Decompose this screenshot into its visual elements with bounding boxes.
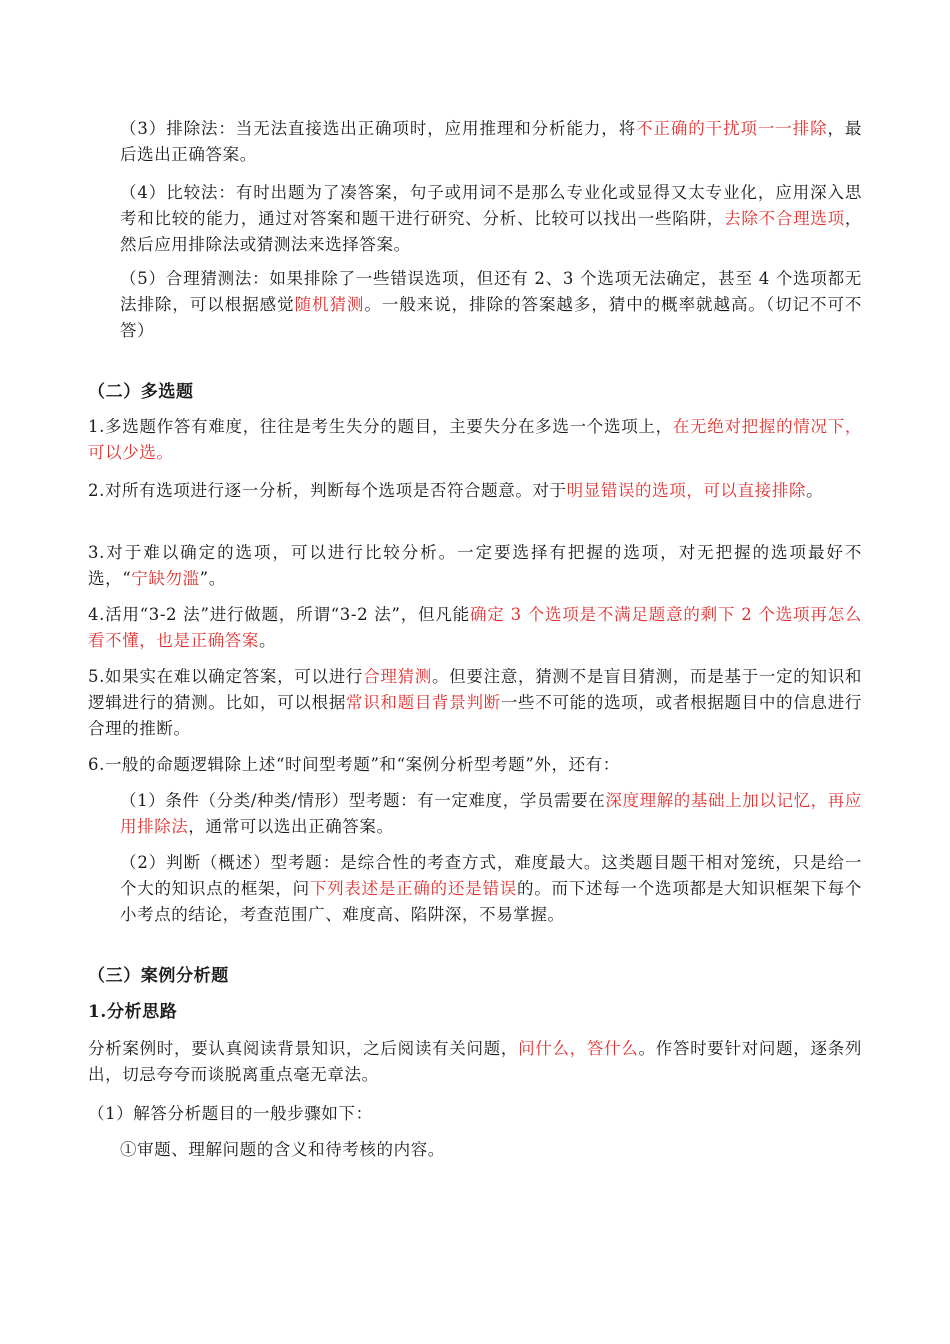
paragraph-multi-2: 2.对所有选项进行逐一分析，判断每个选项是否符合题意。对于明显错误的选项，可以直接排除。 — [88, 481, 824, 500]
paragraph-multi-5: 5.如果实在难以确定答案，可以进行合理猜测。但要注意，猜测不是盲目猜测，而是基于一定的知识和逻辑进行的猜测。比如，可以根据常识和题目背景判断一些不可能的选项，或者根据题目中的信息进行合理的推断。 — [88, 667, 862, 738]
subheading-analysis-approach: 1.分析思路 — [88, 1002, 178, 1022]
highlight-red: 宁缺勿滥 — [131, 569, 200, 588]
heading-case-analysis: （三）案例分析题 — [88, 966, 229, 986]
highlight-red: 问什么，答什么 — [518, 1039, 639, 1058]
highlight-red: 下列表述是正确的还是错误 — [309, 879, 517, 898]
highlight-red: 在无绝对把握的情况下，可以少选。 — [88, 417, 862, 462]
paragraph-multi-6: 6.一般的命题逻辑除上述“时间型考题”和“案例分析型考题”外，还有： — [88, 755, 620, 774]
paragraph-case-steps: （1）解答分析题目的一般步骤如下： — [88, 1104, 373, 1123]
highlight-red: 常识和题目背景判断 — [346, 693, 501, 712]
highlight-red: 去除不合理选项 — [724, 209, 845, 228]
paragraph-case-step-1: ①审题、理解问题的含义和待考核的内容。 — [120, 1140, 445, 1159]
paragraph-case-analysis: 分析案例时，要认真阅读背景知识，之后阅读有关问题，问什么，答什么。作答时要针对问题，逐条列出，切忌夸夸而谈脱离重点毫无章法。 — [88, 1039, 863, 1084]
paragraph-multi-4: 4.活用“3-2 法”进行做题，所谓“3-2 法”，但凡能确定 3 个选项是不满足题意的剩下 2 个选项再怎么看不懂，也是正确答案。 — [88, 605, 863, 650]
highlight-red: 随机猜测 — [294, 295, 365, 314]
paragraph-multi-1: 1.多选题作答有难度，往往是考生失分的题目，主要失分在多选一个选项上，在无绝对把握的情况下，可以少选。 — [88, 417, 862, 462]
highlight-red: 合理猜测 — [363, 667, 432, 686]
paragraph-comparison-method: （4）比较法：有时出题为了凑答案，句子或用词不是那么专业化或显得又太专业化，应用深入思考和比较的能力，通过对答案和题干进行研究、分析、比较可以找出一些陷阱，去除不合理选项，然后应用排除法或猜测法来选择答案。 — [120, 183, 863, 254]
paragraph-multi-6-2: （2）判断（概述）型考题：是综合性的考查方式，难度最大。这类题目题干相对笼统，只是给一个大的知识点的框架，问下列表述是正确的还是错误的。而下述每一个选项都是大知识框架下每个小考点的结论，考查范围广、难度高、陷阱深，不易掌握。 — [120, 853, 863, 924]
paragraph-multi-6-1: （1）条件（分类/种类/情形）型考题：有一定难度，学员需要在深度理解的基础上加以记忆，再应用排除法，通常可以选出正确答案。 — [120, 791, 862, 836]
heading-multiple-choice: （二）多选题 — [88, 382, 194, 402]
paragraph-multi-3: 3.对于难以确定的选项，可以进行比较分析。一定要选择有把握的选项，对无把握的选项最好不选，“宁缺勿滥”。 — [88, 543, 862, 588]
paragraph-guess-method: （5）合理猜测法：如果排除了一些错误选项，但还有 2、3 个选项无法确定，甚至 4 个选项都无法排除，可以根据感觉随机猜测。一般来说，排除的答案越多，猜中的概率就越高。（切记不可不答） — [120, 269, 862, 340]
highlight-red: 深度理解的基础上加以记忆，再应用排除法 — [120, 791, 862, 836]
highlight-red: 明显错误的选项，可以直接排除 — [566, 481, 807, 500]
highlight-red: 不正确的干扰项一一排除 — [636, 119, 828, 138]
paragraph-elimination-method: （3）排除法：当无法直接选出正确项时，应用推理和分析能力，将不正确的干扰项一一排除，最后选出正确答案。 — [120, 119, 863, 164]
highlight-red: 确定 3 个选项是不满足题意的剩下 2 个选项再怎么看不懂，也是正确答案 — [88, 605, 863, 650]
